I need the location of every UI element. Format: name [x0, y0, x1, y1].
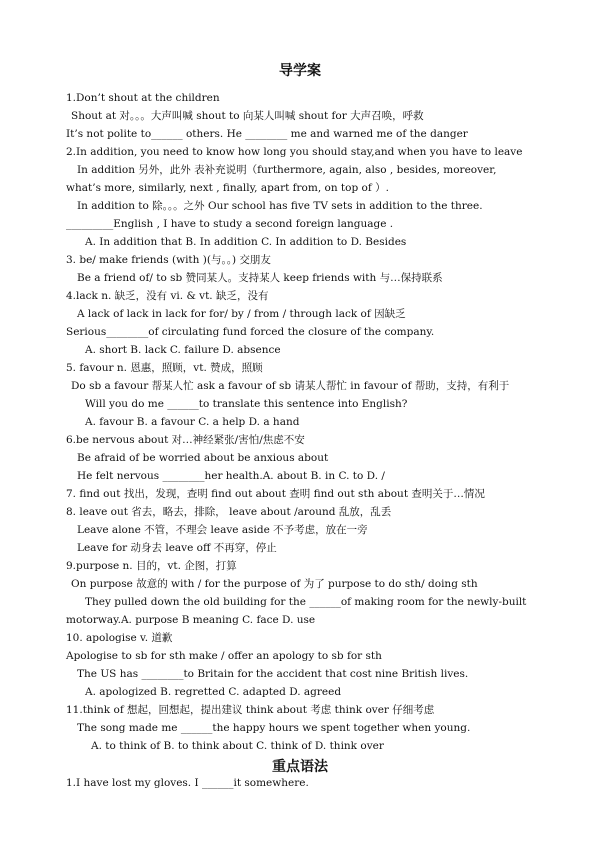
answer-options: A. favour B. a favour C. a help D. a hand	[85, 416, 300, 428]
text-line: Serious________of circulating fund forced the closure of the company.	[66, 326, 435, 338]
text-line: Leave for 动身去 leave off 不再穿，停止	[77, 542, 277, 554]
text-line: Shout at 对。。。大声叫喊 shout to 向某人叫喊 shout for 大声召唤，呼救	[71, 110, 424, 122]
text-line: It’s not polite to______ others. He ________ me and warned me of the danger	[66, 128, 468, 140]
text-line: 7. find out 找出，发现，查明 find out about 查明 find out sth about 查明关于…情况	[66, 488, 485, 500]
section-title: 重点语法	[272, 759, 328, 775]
text-line: 1.Don’t shout at the children	[66, 92, 220, 104]
text-line: The song made me ______the happy hours we spent together when young.	[77, 722, 471, 734]
text-line: motorway.A. purpose B meaning C. face D. use	[66, 614, 316, 626]
text-line: A lack of lack in lack for for/ by / from / through lack of 因缺乏	[77, 308, 406, 320]
text-line: 5. favour n. 恩惠，照顾，vt. 赞成，照顾	[66, 362, 263, 374]
text-line: Will you do me ______to translate this sentence into English?	[85, 398, 408, 410]
text-line: In addition 另外，此外 表补充说明（furthermore, again, also , besides, moreover,	[77, 164, 497, 176]
text-line: The US has ________to Britain for the accident that cost nine British lives.	[77, 668, 469, 680]
text-line: In addition to 除。。。之外 Our school has five TV sets in addition to the three.	[77, 200, 483, 212]
text-line: Be afraid of be worried about be anxious about	[77, 452, 329, 464]
answer-options: A. short B. lack C. failure D. absence	[85, 344, 281, 356]
text-line: 4.lack n. 缺乏，没有 vi. & vt. 缺乏，没有	[66, 290, 269, 302]
text-line: 10. apologise v. 道歉	[66, 632, 173, 644]
text-line: Be a friend of/ to sb 赞同某人。支持某人 keep friends with 与…保持联系	[77, 272, 443, 284]
text-line: He felt nervous ________her health.A. about B. in C. to D. /	[77, 470, 385, 482]
page-title: 导学案	[279, 63, 321, 79]
text-line: On purpose 故意的 with / for the purpose of 为了 purpose to do sth/ doing sth	[71, 578, 478, 590]
text-line: what’s more, similarly, next , finally, apart from, on top of ）.	[66, 182, 389, 194]
text-line: 9.purpose n. 目的，vt. 企图，打算	[66, 560, 237, 572]
text-line: 11.think of 想起，回想起，提出建议 think about 考虑 think over 仔细考虑	[66, 704, 435, 716]
text-line: 6.be nervous about 对…神经紧张/害怕/焦虑不安	[66, 434, 305, 446]
text-line: 8. leave out 省去，略去，排除， leave about /around 乱放，乱丢	[66, 506, 392, 518]
text-line: 2.In addition, you need to know how long you should stay,and when you have to leave	[66, 146, 523, 158]
answer-options: A. apologized B. regretted C. adapted D. agreed	[85, 686, 342, 698]
text-line: _________English , I have to study a second foreign language .	[66, 218, 394, 230]
text-line: Do sb a favour 帮某人忙 ask a favour of sb 请某人帮忙 in favour of 帮助，支持，有利于	[71, 380, 510, 392]
text-line: 1.I have lost my gloves. I ______it somewhere.	[66, 777, 309, 789]
text-line: Apologise to sb for sth make / offer an apology to sb for sth	[66, 650, 382, 662]
text-line: 3. be/ make friends (with )(与。。) 交朋友	[66, 254, 271, 266]
answer-options: A. In addition that B. In addition C. In addition to D. Besides	[85, 236, 407, 248]
text-line: They pulled down the old building for the ______of making room for the newly-built	[85, 596, 527, 608]
answer-options: A. to think of B. to think about C. think of D. think over	[91, 740, 384, 752]
text-line: Leave alone 不管，不理会 leave aside 不予考虑，放在一旁	[77, 524, 368, 536]
